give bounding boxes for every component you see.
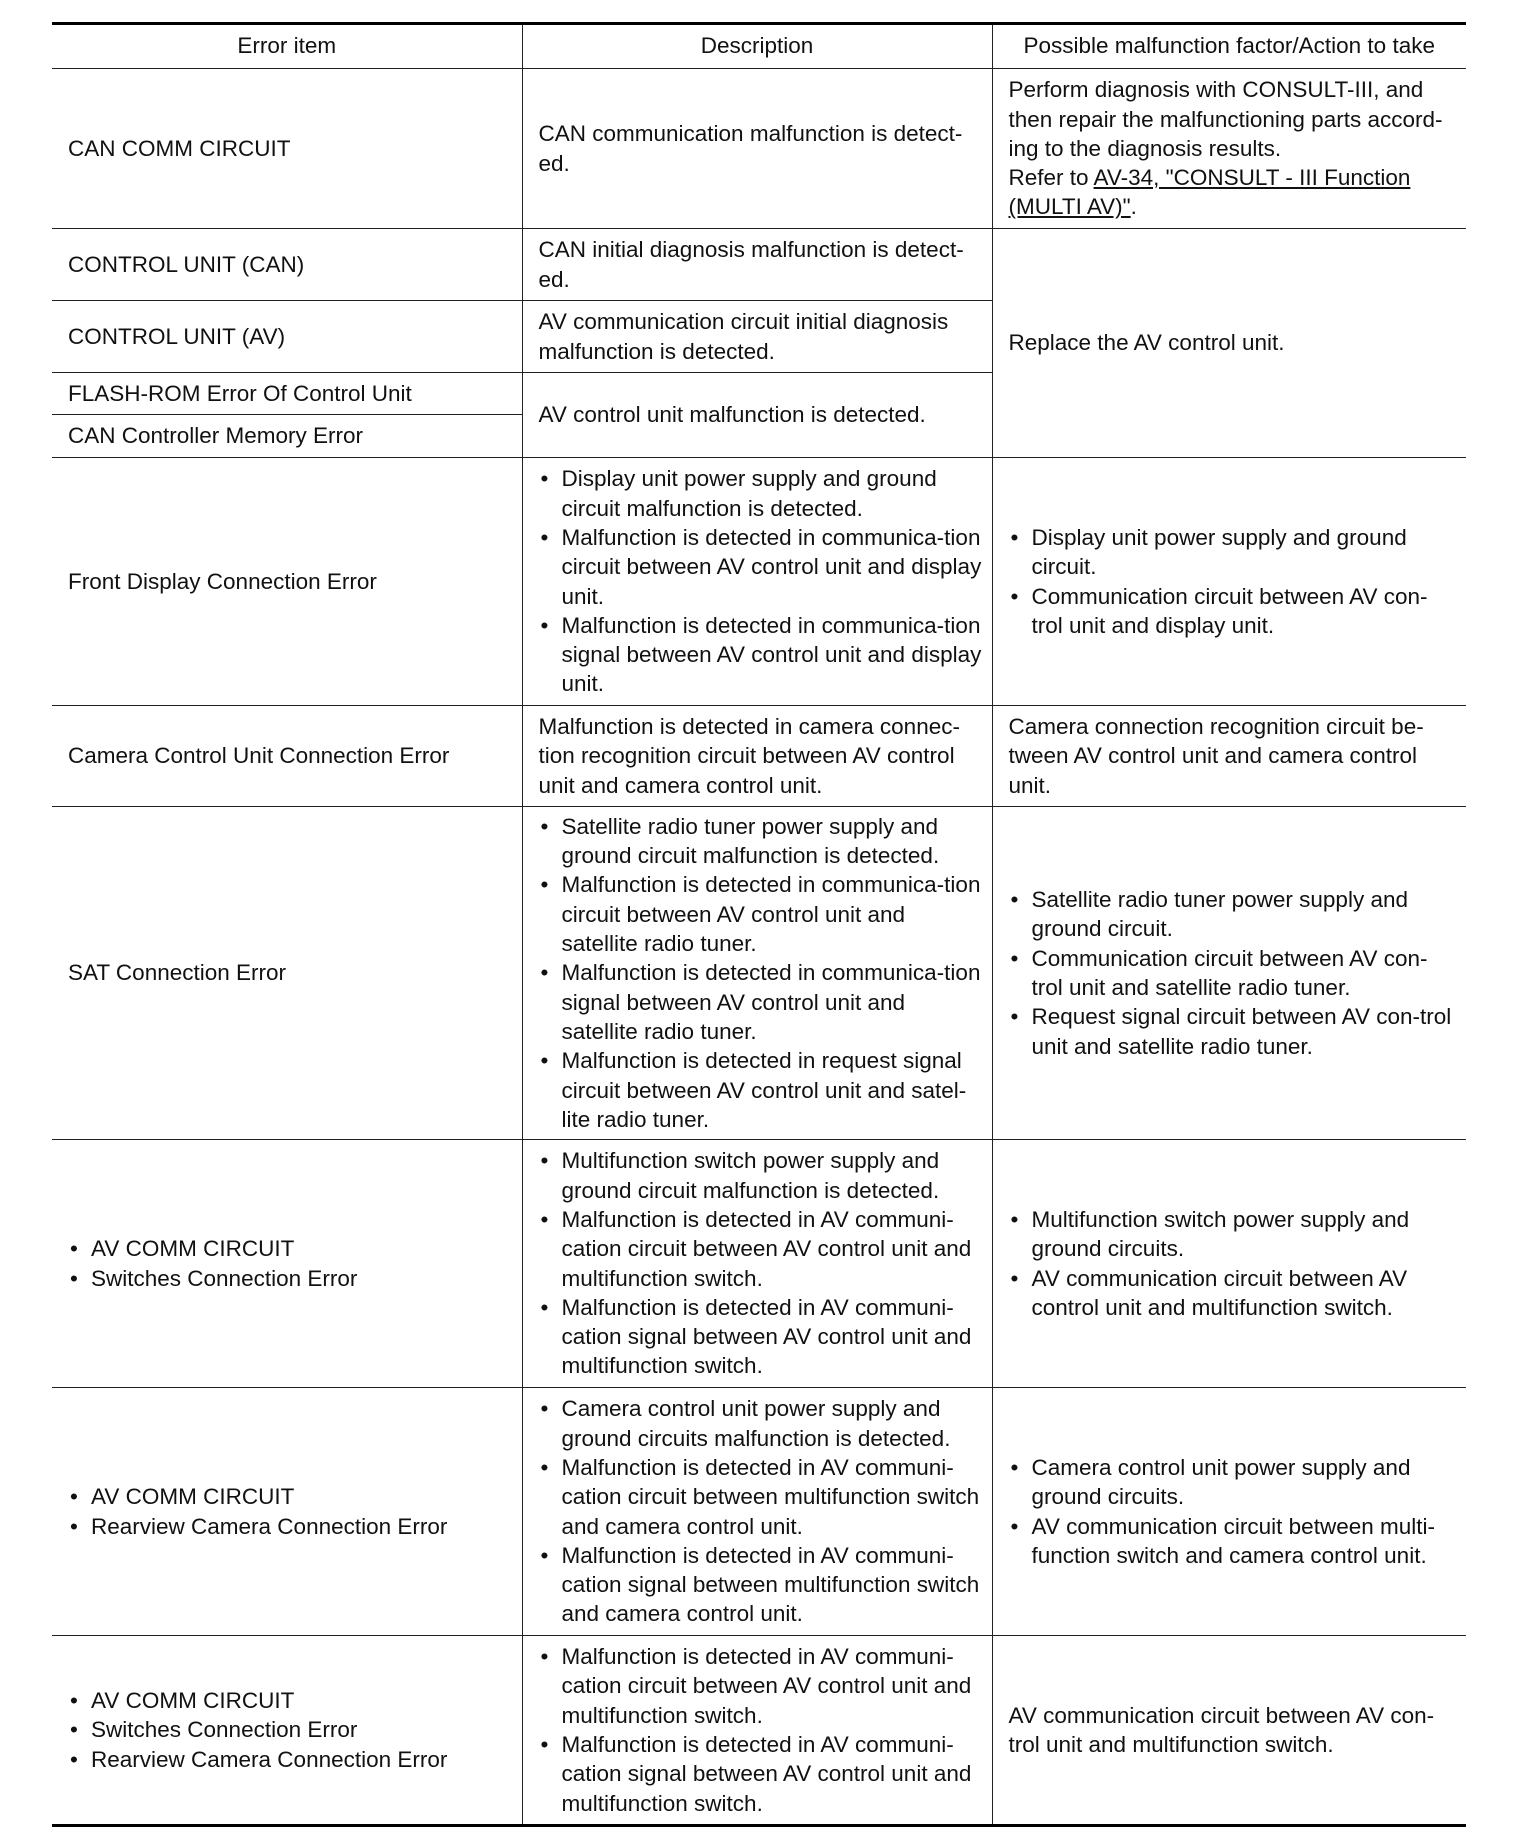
error-item-cell: CONTROL UNIT (AV) xyxy=(52,301,522,373)
description-list xyxy=(539,812,984,1134)
description-list xyxy=(539,1642,984,1818)
list-item: • AV communication circuit between AV control unit and multifunction switch. xyxy=(1009,1264,1459,1323)
table-row xyxy=(52,229,1466,301)
description-cell: CAN communication malfunction is detect-ed. xyxy=(522,69,992,229)
description-list xyxy=(539,464,984,698)
list-item: • Switches Connection Error xyxy=(68,1715,514,1744)
action-cell: Camera connection recognition circuit be-tween AV control unit and camera control unit. xyxy=(992,706,1466,807)
list-item: • Camera control unit power supply and ground circuits. xyxy=(1009,1453,1459,1512)
list-item: • Display unit power supply and ground circuit. xyxy=(1009,523,1459,582)
list-item: • Communication circuit between AV con-trol unit and display unit. xyxy=(1009,582,1459,641)
list-item: • Rearview Camera Connection Error xyxy=(68,1512,514,1541)
description-cell: CAN initial diagnosis malfunction is detect-ed. xyxy=(522,229,992,301)
description-cell: AV control unit malfunction is detected. xyxy=(522,373,992,458)
reference-prefix: Refer to xyxy=(1008,165,1094,191)
table-row xyxy=(52,1388,1466,1636)
table-row xyxy=(52,1636,1466,1826)
action-cell xyxy=(992,69,1466,229)
error-item-list xyxy=(68,1482,514,1541)
description-list xyxy=(539,1146,984,1380)
list-item: • AV COMM CIRCUIT xyxy=(68,1234,514,1263)
action-list xyxy=(1009,1453,1459,1570)
description-cell: AV communication circuit initial diagnosis malfunction is detected. xyxy=(522,301,992,373)
description-cell xyxy=(522,1636,992,1826)
header-error-item: Error item xyxy=(52,24,522,69)
error-item-cell: CAN Controller Memory Error xyxy=(52,415,522,458)
list-item: • Multifunction switch power supply and ground circuits. xyxy=(1009,1205,1459,1264)
error-item-cell: CAN COMM CIRCUIT xyxy=(52,69,522,229)
list-item: • Switches Connection Error xyxy=(68,1264,514,1293)
table-row xyxy=(52,807,1466,1140)
list-item: • Malfunction is detected in AV communi-cation circuit between multifunction switch and camera control unit. xyxy=(539,1453,984,1541)
reference-line xyxy=(1009,163,1459,222)
action-list xyxy=(1009,523,1459,640)
list-item: • Malfunction is detected in communica-tion circuit between AV control unit and display unit. xyxy=(539,523,984,611)
table-header-row xyxy=(52,24,1466,69)
list-item: • Request signal circuit between AV con-trol unit and satellite radio tuner. xyxy=(1009,1002,1459,1061)
list-item: • Malfunction is detected in request signal circuit between AV control unit and satel-lite radio tuner. xyxy=(539,1046,984,1134)
list-item: • Rearview Camera Connection Error xyxy=(68,1745,514,1774)
error-item-list xyxy=(68,1234,514,1293)
table-row xyxy=(52,706,1466,807)
document-page xyxy=(52,22,1466,1827)
list-item: • Malfunction is detected in AV communi-cation circuit between AV control unit and multifunction switch. xyxy=(539,1205,984,1293)
list-item: • AV COMM CIRCUIT xyxy=(68,1686,514,1715)
error-item-table xyxy=(52,22,1466,1827)
action-list xyxy=(1009,885,1459,1061)
action-cell: Replace the AV control unit. xyxy=(992,229,1466,458)
action-cell xyxy=(992,1388,1466,1636)
reference-suffix: . xyxy=(1130,194,1137,220)
action-list xyxy=(1009,1205,1459,1322)
list-item: • Malfunction is detected in communica-tion circuit between AV control unit and satellite radio tuner. xyxy=(539,870,984,958)
list-item: • Malfunction is detected in AV communi-cation circuit between AV control unit and multifunction switch. xyxy=(539,1642,984,1730)
error-item-cell xyxy=(52,1636,522,1826)
description-cell: Malfunction is detected in camera connec-tion recognition circuit between AV control unit and camera control unit. xyxy=(522,706,992,807)
list-item: • Malfunction is detected in communica-tion signal between AV control unit and display unit. xyxy=(539,611,984,699)
action-cell xyxy=(992,1140,1466,1388)
list-item: • Communication circuit between AV con-trol unit and satellite radio tuner. xyxy=(1009,944,1459,1003)
error-item-cell xyxy=(52,1140,522,1388)
action-cell xyxy=(992,458,1466,706)
list-item: • Camera control unit power supply and ground circuits malfunction is detected. xyxy=(539,1394,984,1453)
action-text: Perform diagnosis with CONSULT-III, and then repair the malfunctioning parts accord-ing to the diagnosis results. xyxy=(1008,77,1443,161)
error-item-cell: Front Display Connection Error xyxy=(52,458,522,706)
description-cell xyxy=(522,1388,992,1636)
list-item: • Malfunction is detected in communica-tion signal between AV control unit and satellite radio tuner. xyxy=(539,958,984,1046)
description-cell xyxy=(522,458,992,706)
action-cell xyxy=(992,807,1466,1140)
description-cell xyxy=(522,807,992,1140)
list-item: • Satellite radio tuner power supply and ground circuit malfunction is detected. xyxy=(539,812,984,871)
error-item-cell: CONTROL UNIT (CAN) xyxy=(52,229,522,301)
list-item: • Malfunction is detected in AV communi-cation signal between AV control unit and multifunction switch. xyxy=(539,1730,984,1818)
description-list xyxy=(539,1394,984,1628)
table-row xyxy=(52,458,1466,706)
header-description: Description xyxy=(522,24,992,69)
error-item-cell xyxy=(52,1388,522,1636)
list-item: • Display unit power supply and ground circuit malfunction is detected. xyxy=(539,464,984,523)
error-item-cell: FLASH-ROM Error Of Control Unit xyxy=(52,373,522,415)
list-item: • AV communication circuit between multi-function switch and camera control unit. xyxy=(1009,1512,1459,1571)
action-cell: AV communication circuit between AV con-trol unit and multifunction switch. xyxy=(992,1636,1466,1826)
error-item-cell: SAT Connection Error xyxy=(52,807,522,1140)
header-action: Possible malfunction factor/Action to take xyxy=(992,24,1466,69)
list-item: • Multifunction switch power supply and ground circuit malfunction is detected. xyxy=(539,1146,984,1205)
table-row xyxy=(52,1140,1466,1388)
error-item-list xyxy=(68,1686,514,1774)
description-cell xyxy=(522,1140,992,1388)
error-item-cell: Camera Control Unit Connection Error xyxy=(52,706,522,807)
table-row xyxy=(52,69,1466,229)
reference-link[interactable]: AV-34, "CONSULT - III Function (MULTI AV)" xyxy=(1008,165,1411,220)
list-item: • AV COMM CIRCUIT xyxy=(68,1482,514,1511)
list-item: • Satellite radio tuner power supply and ground circuit. xyxy=(1009,885,1459,944)
list-item: • Malfunction is detected in AV communi-cation signal between AV control unit and multifunction switch. xyxy=(539,1293,984,1381)
list-item: • Malfunction is detected in AV communi-cation signal between multifunction switch and camera control unit. xyxy=(539,1541,984,1629)
